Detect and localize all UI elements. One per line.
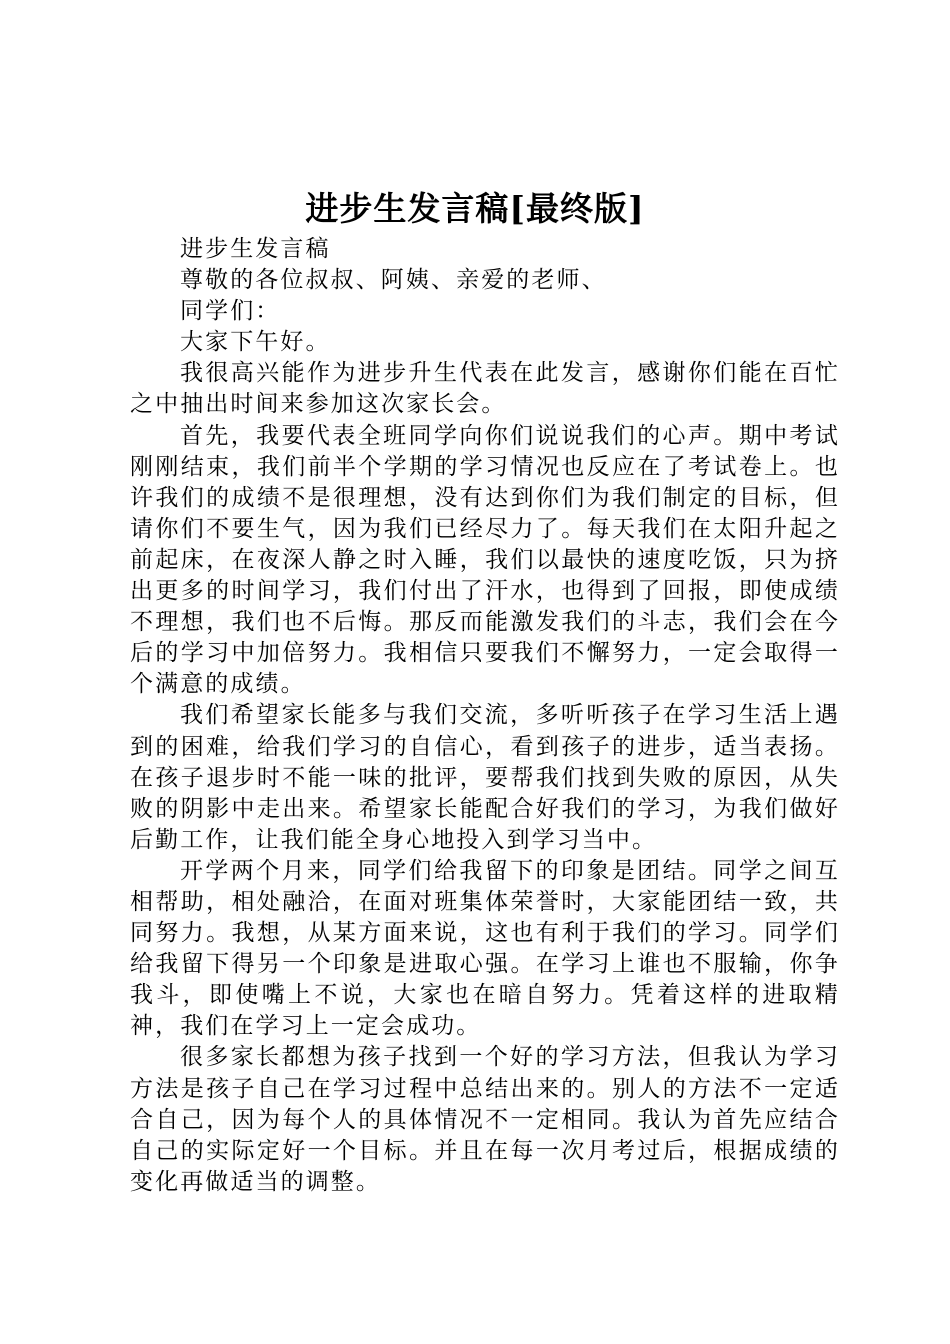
document-title: 进步生发言稿[最终版] (305, 189, 645, 228)
document-body (130, 234, 840, 1198)
paragraph-salutation: 尊敬的各位叔叔、阿姨、亲爱的老师、 (180, 267, 607, 294)
paragraph-greeting: 大家下午好。 (180, 329, 331, 356)
paragraph-method: 很多家长都想为孩子找到一个好的学习方法，但我认为学习方法是孩子自己在学习过程中总结出来的。别人的方法不一定适合自己，因为每个人的具体情况不一定相同。我认为首先应结合自己的实际定好一个目标。并且在每一次月考过后，根据成绩的变化再做适当的调整。 (130, 1044, 840, 1195)
paragraph-parents: 我们希望家长能多与我们交流，多听听孩子在学习生活上遇到的困难，给我们学习的自信心，看到孩子的进步，适当表扬。在孩子退步时不能一味的批评，要帮我们找到失败的原因，从失败的阴影中走出来。希望家长能配合好我们的学习，为我们做好后勤工作，让我们能全身心地投入到学习当中。 (130, 702, 840, 853)
paragraph-salutation-cont: 同学们： (180, 298, 281, 325)
paragraph-intro: 我很高兴能作为进步升生代表在此发言，感谢你们能在百忙之中抽出时间来参加这次家长会。 (130, 360, 840, 418)
paragraph-unity: 开学两个月来，同学们给我留下的印象是团结。同学之间互相帮助，相处融洽，在面对班集体荣誉时，大家能团结一致，共同努力。我想，从某方面来说，这也有利于我们的学习。同学们给我留下得另一个印象是进取心强。在学习上谁也不服输，你争我斗，即使嘴上不说，大家也在暗自努力。凭着这样的进取精神，我们在学习上一定会成功。 (130, 857, 840, 1040)
paragraph-exam: 首先，我要代表全班同学向你们说说我们的心声。期中考试刚刚结束，我们前半个学期的学习情况也反应在了考试卷上。也许我们的成绩不是很理想，没有达到你们为我们制定的目标，但请你们不要生气，因为我们已经尽力了。每天我们在太阳升起之前起床，在夜深人静之时入睡，我们以最快的速度吃饭，只为挤出更多的时间学习，我们付出了汗水，也得到了回报，即使成绩不理想，我们也不后悔。那反而能激发我们的斗志，我们会在今后的学习中加倍努力。我相信只要我们不懈努力，一定会取得一个满意的成绩。 (130, 422, 840, 698)
paragraph-heading: 进步生发言稿 (180, 236, 331, 262)
